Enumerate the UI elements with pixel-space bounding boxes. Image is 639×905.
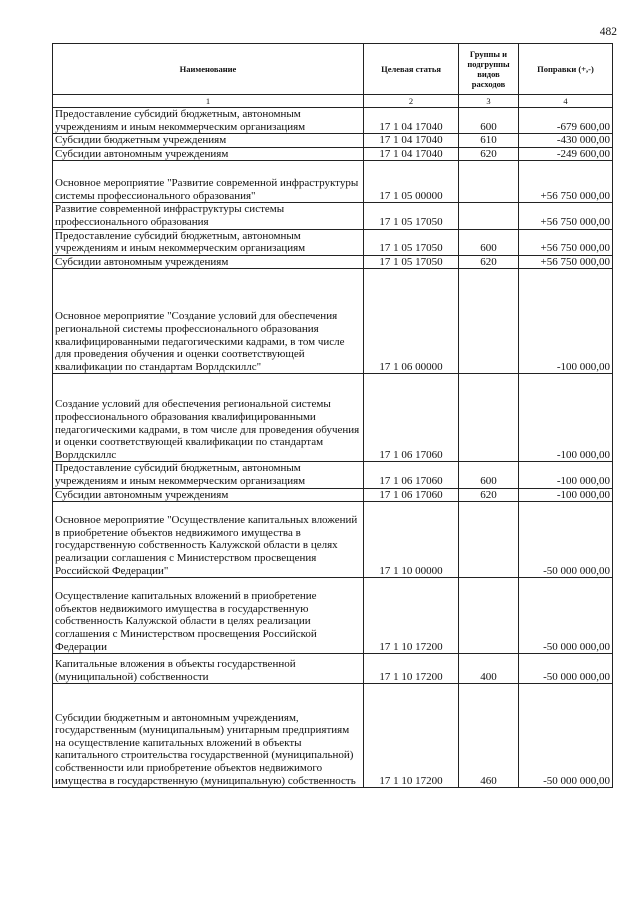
page-number: 482 [599, 26, 617, 38]
row-code: 17 1 06 17060 [364, 462, 459, 488]
row-group: 620 [459, 255, 519, 269]
row-name: Основное мероприятие "Создание условий для обеспечения региональной системы профессионального образования квалифицированными педагогическими кадрами, в том числе для проведения обучения и оценки соответствующей квалификации по стандартам Ворлдскиллс" [53, 269, 364, 374]
row-amount: -100 000,00 [519, 462, 613, 488]
row-code: 17 1 06 00000 [364, 269, 459, 374]
row-group [459, 269, 519, 374]
row-group [459, 161, 519, 203]
row-amount: -50 000 000,00 [519, 578, 613, 654]
row-name: Развитие современной инфраструктуры системы профессионального образования [53, 203, 364, 229]
row-group: 620 [459, 488, 519, 502]
row-name: Субсидии бюджетным и автономным учреждениям, государственным (муниципальным) унитарным предприятиям на осуществление капитальных вложений в объекты капитального строительства государственной (муниципальной) собственности или приобретение объектов недвижимого имущества в государственную (муниципальную) собственность [53, 684, 364, 788]
column-number: 1 [53, 95, 364, 108]
row-code: 17 1 04 17040 [364, 134, 459, 148]
row-amount: -100 000,00 [519, 488, 613, 502]
row-group [459, 578, 519, 654]
table-row [53, 108, 613, 134]
column-number: 2 [364, 95, 459, 108]
row-amount: -249 600,00 [519, 147, 613, 161]
row-name: Основное мероприятие "Осуществление капитальных вложений в приобретение объектов недвижимого имущества в государственную собственность Калужской области в целях реализации соглашения с Министерством просвещения Российской Федерации" [53, 502, 364, 578]
row-amount: +56 750 000,00 [519, 161, 613, 203]
row-amount: +56 750 000,00 [519, 203, 613, 229]
row-name: Осуществление капитальных вложений в приобретение объектов недвижимого имущества в государственную собственность Калужской области в целях реализации соглашения с Министерством просвещения Российской Федерации [53, 578, 364, 654]
table-row [53, 269, 613, 374]
row-code: 17 1 05 17050 [364, 203, 459, 229]
table-row [53, 654, 613, 684]
row-group: 600 [459, 108, 519, 134]
row-code: 17 1 10 17200 [364, 578, 459, 654]
row-name: Капитальные вложения в объекты государственной (муниципальной) собственности [53, 654, 364, 684]
row-name: Предоставление субсидий бюджетным, автономным учреждениям и иным некоммерческим организациям [53, 108, 364, 134]
row-group: 600 [459, 229, 519, 255]
row-name: Субсидии автономным учреждениям [53, 147, 364, 161]
header-name: Наименование [53, 44, 364, 95]
column-number: 4 [519, 95, 613, 108]
row-group [459, 203, 519, 229]
table-row [53, 374, 613, 462]
table-header-row [53, 44, 613, 95]
row-group: 620 [459, 147, 519, 161]
row-name: Субсидии бюджетным учреждениям [53, 134, 364, 148]
header-code: Целевая статья [364, 44, 459, 95]
row-name: Предоставление субсидий бюджетным, автономным учреждениям и иным некоммерческим организациям [53, 229, 364, 255]
row-group: 600 [459, 462, 519, 488]
row-code: 17 1 10 17200 [364, 684, 459, 788]
header-group: Группы и подгруппы видов расходов [459, 44, 519, 95]
row-name: Создание условий для обеспечения региональной системы профессионального образования квалифицированными педагогическими кадрами, в том числе для проведения обучения и оценки соответствующей квалификации по стандартам Ворлдскиллс [53, 374, 364, 462]
row-amount: -50 000 000,00 [519, 684, 613, 788]
column-number: 3 [459, 95, 519, 108]
table-row [53, 502, 613, 578]
row-group: 610 [459, 134, 519, 148]
row-amount: -100 000,00 [519, 269, 613, 374]
row-amount: -430 000,00 [519, 134, 613, 148]
row-code: 17 1 06 17060 [364, 374, 459, 462]
table-row [53, 229, 613, 255]
table-row [53, 462, 613, 488]
row-code: 17 1 04 17040 [364, 147, 459, 161]
table-row [53, 488, 613, 502]
row-amount: -100 000,00 [519, 374, 613, 462]
table-row [53, 203, 613, 229]
row-code: 17 1 10 17200 [364, 654, 459, 684]
table-row [53, 578, 613, 654]
row-code: 17 1 04 17040 [364, 108, 459, 134]
row-code: 17 1 06 17060 [364, 488, 459, 502]
table-row [53, 161, 613, 203]
table-row [53, 684, 613, 788]
row-amount: +56 750 000,00 [519, 229, 613, 255]
row-amount: +56 750 000,00 [519, 255, 613, 269]
row-code: 17 1 05 17050 [364, 229, 459, 255]
budget-table [52, 43, 613, 788]
table-row [53, 134, 613, 148]
row-group [459, 374, 519, 462]
row-name: Субсидии автономным учреждениям [53, 255, 364, 269]
row-amount: -679 600,00 [519, 108, 613, 134]
row-code: 17 1 10 00000 [364, 502, 459, 578]
row-name: Предоставление субсидий бюджетным, автономным учреждениям и иным некоммерческим организациям [53, 462, 364, 488]
table-row [53, 147, 613, 161]
column-number-row [53, 95, 613, 108]
row-code: 17 1 05 17050 [364, 255, 459, 269]
row-name: Субсидии автономным учреждениям [53, 488, 364, 502]
row-group: 460 [459, 684, 519, 788]
row-group: 400 [459, 654, 519, 684]
header-amount: Поправки (+,-) [519, 44, 613, 95]
row-amount: -50 000 000,00 [519, 502, 613, 578]
row-amount: -50 000 000,00 [519, 654, 613, 684]
row-code: 17 1 05 00000 [364, 161, 459, 203]
row-name: Основное мероприятие "Развитие современной инфраструктуры системы профессионального образования" [53, 161, 364, 203]
row-group [459, 502, 519, 578]
table-row [53, 255, 613, 269]
